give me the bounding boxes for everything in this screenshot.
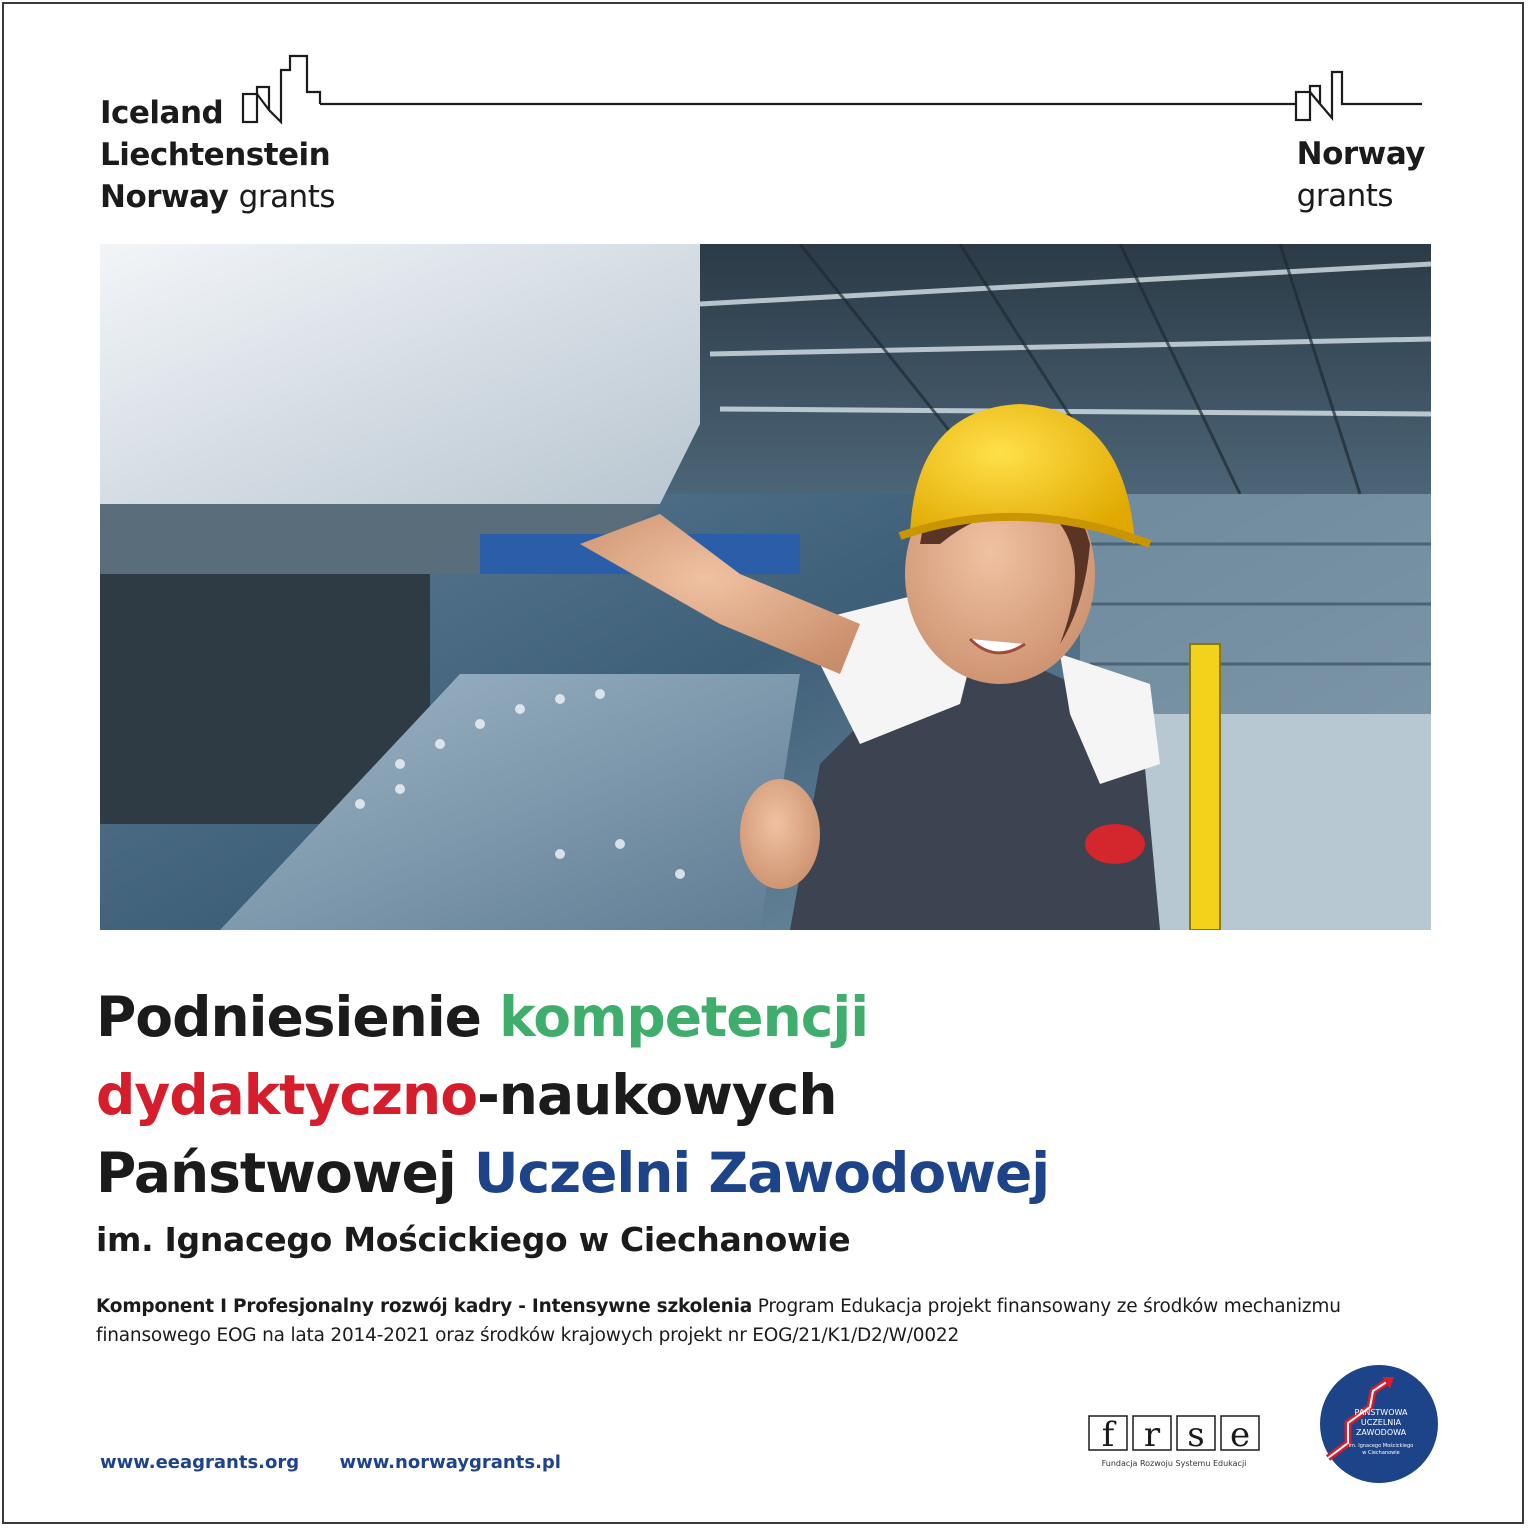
headline-highlight-red: dydaktyczno	[96, 1063, 477, 1127]
logo-text-grants: grants	[238, 179, 336, 215]
description-bold: Komponent I Profesjonalny rozwój kadry - Intensywne szkolenia	[96, 1296, 753, 1317]
hero-photo	[100, 244, 1431, 930]
headline-highlight-blue: Uczelni Zawodowej	[473, 1141, 1050, 1205]
logo-text-grants-right: grants	[1296, 178, 1394, 214]
headline-line-1	[96, 978, 1436, 1056]
svg-text:s: s	[1187, 1415, 1205, 1454]
headline-block	[96, 978, 1436, 1262]
headline-line-3	[96, 1134, 1436, 1212]
frse-logo-mark	[1088, 1412, 1260, 1454]
eea-grants-logo	[100, 92, 335, 218]
seal-text-3: ZAWODOWA	[1355, 1428, 1407, 1437]
seal-text-2: UCZELNIA	[1360, 1418, 1402, 1427]
svg-text:r: r	[1143, 1415, 1161, 1454]
headline-subtitle: im. Ignacego Mościckiego w Ciechanowie	[96, 1220, 851, 1259]
frse-caption: Fundacja Rozwoju Systemu Edukacji	[1101, 1459, 1247, 1468]
headline-text: Podniesienie	[96, 985, 500, 1049]
logo-text-norway: Norway	[100, 179, 229, 215]
headline-text: -naukowych	[476, 1063, 837, 1127]
link-eeagrants[interactable]: www.eeagrants.org	[100, 1452, 300, 1473]
headline-highlight-green: kompetencji	[499, 985, 869, 1049]
seal-text-5: w Ciechanowie	[1362, 1450, 1400, 1456]
description-text: Program Edukacja projekt finansowany ze środków mechanizmu finansowego EOG na lata 2014-2021 oraz środków krajowych projekt nr EOG/21/K1/D2/W/0022	[96, 1296, 1341, 1346]
logo-text-liechtenstein: Liechtenstein	[100, 137, 331, 173]
norway-grants-logo	[1297, 133, 1425, 217]
project-description	[96, 1292, 1456, 1350]
logo-text-norway-right: Norway	[1296, 136, 1425, 172]
link-norwaygrants[interactable]: www.norwaygrants.pl	[339, 1452, 561, 1473]
frse-logo	[1088, 1412, 1260, 1468]
svg-text:f: f	[1101, 1415, 1115, 1454]
puz-seal-logo	[1318, 1363, 1440, 1489]
seal-text-1: PAŃSTWOWA	[1354, 1408, 1408, 1417]
headline-text: Państwowej	[96, 1141, 474, 1205]
footer-links	[100, 1452, 595, 1473]
seal-text-4: im. Ignacego Mościckiego	[1348, 1443, 1414, 1449]
svg-text:e: e	[1229, 1415, 1251, 1454]
university-seal	[1318, 1363, 1440, 1485]
worker-photo-illustration	[100, 244, 1431, 930]
logo-text-iceland: Iceland	[100, 95, 224, 131]
headline-line-2	[96, 1056, 1436, 1134]
